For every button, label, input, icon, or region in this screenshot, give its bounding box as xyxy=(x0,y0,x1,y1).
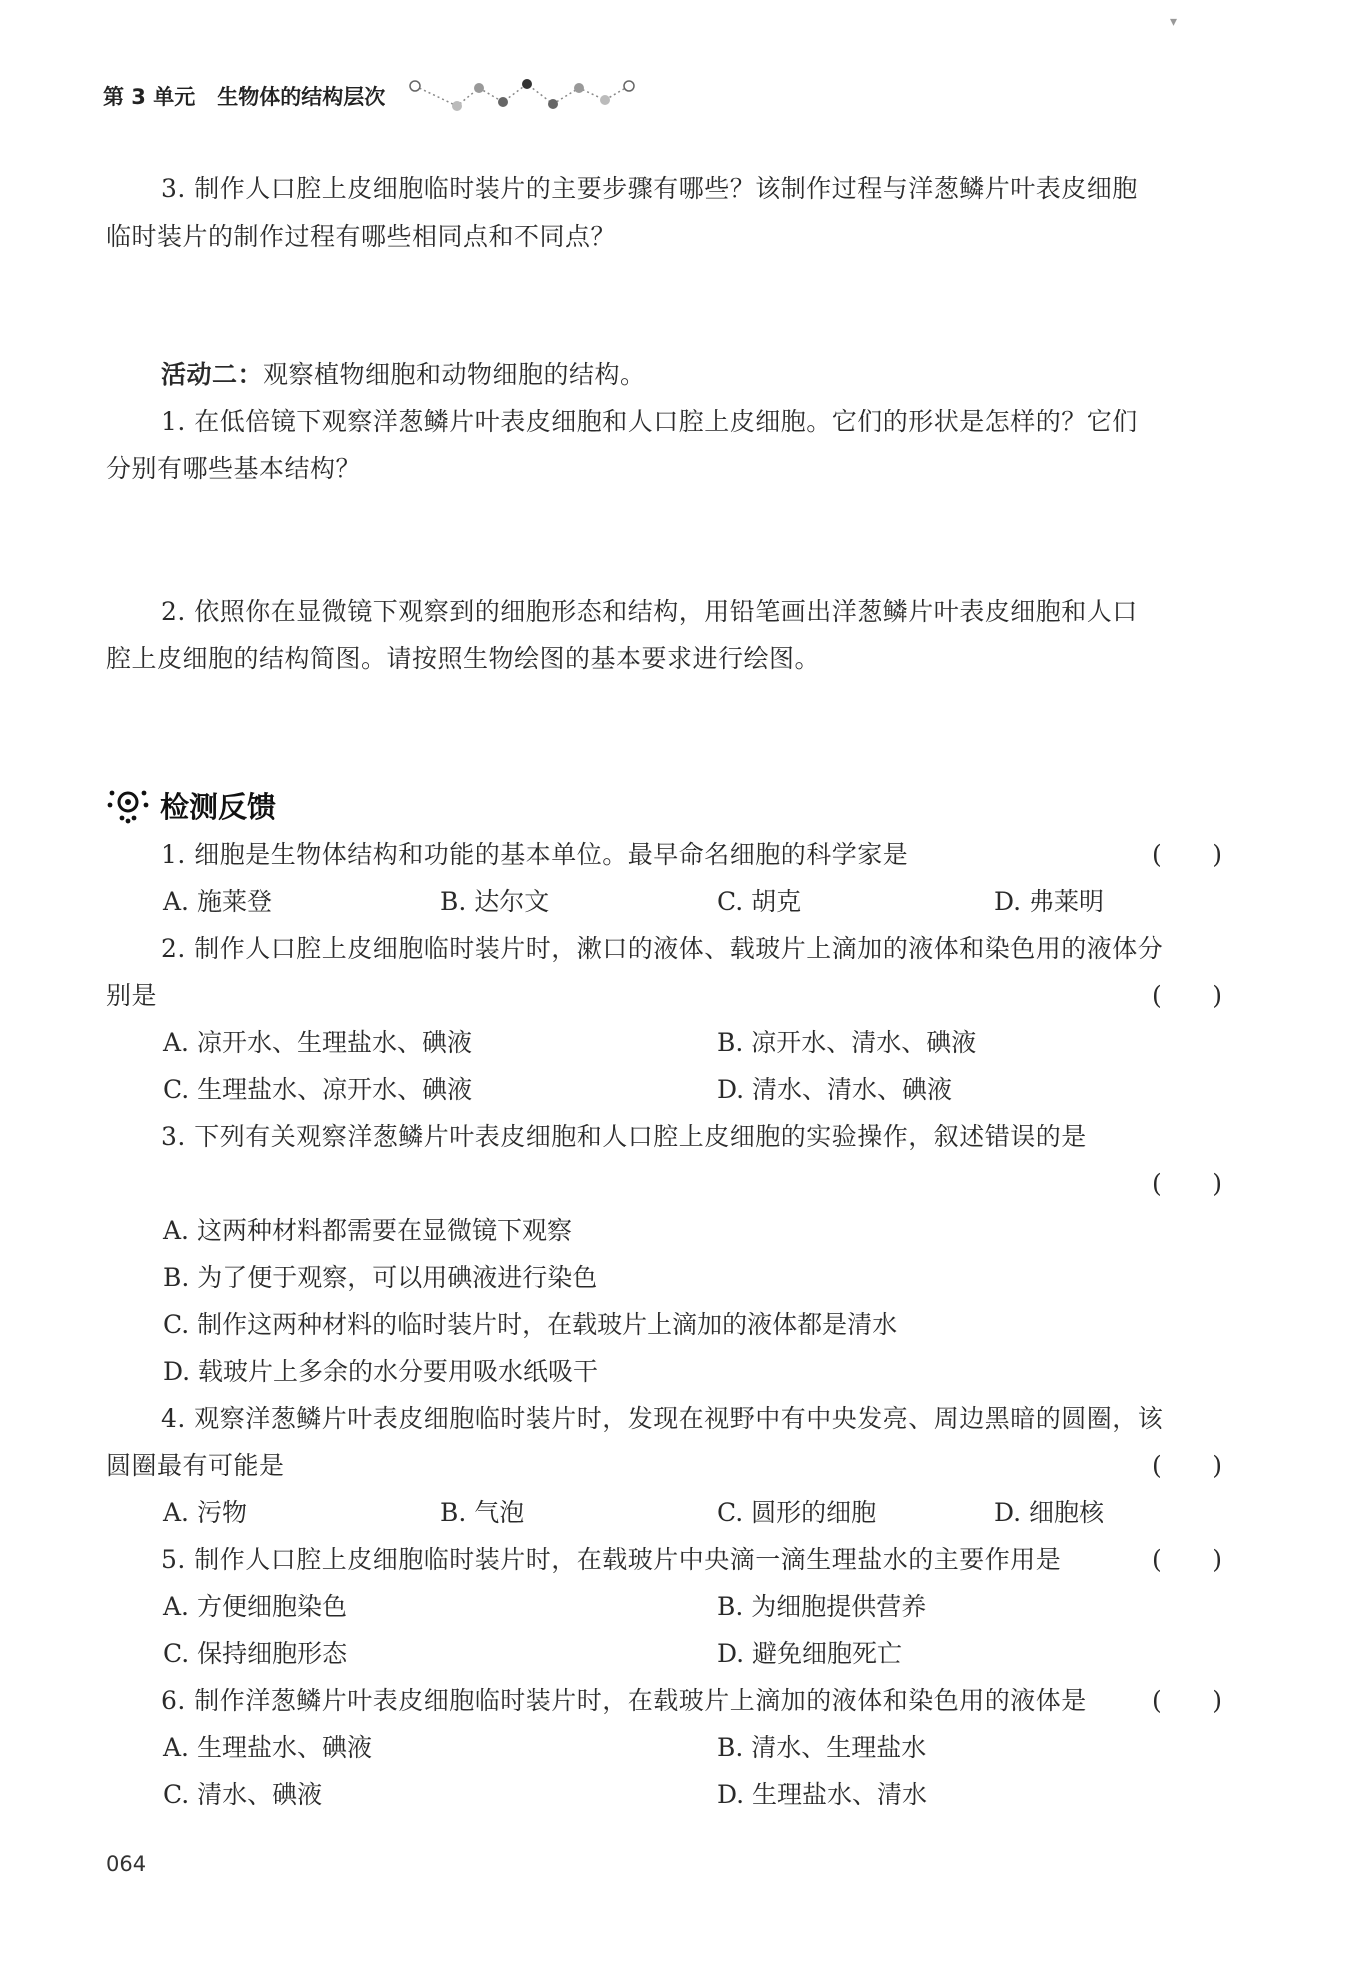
q5-option-b: B. 为细胞提供营养 xyxy=(717,1592,927,1621)
activity2-q1-line1: 1. 在低倍镜下观察洋葱鳞片叶表皮细胞和人口腔上皮细胞。它们的形状是怎样的？它们 xyxy=(161,407,1138,436)
q5-option-a: A. 方便细胞染色 xyxy=(163,1592,347,1621)
answer-blank-q6[interactable]: ( ) xyxy=(1152,1686,1222,1715)
unit-label: 第 3 单元 xyxy=(103,85,196,109)
q3-option-d: D. 载玻片上多余的水分要用吸水纸吸干 xyxy=(163,1357,599,1386)
unit-title: 生物体的结构层次 xyxy=(217,85,386,109)
activity2-heading xyxy=(161,358,1230,392)
quiz-q1-stem: 1. 细胞是生物体结构和功能的基本单位。最早命名细胞的科学家是 xyxy=(161,840,909,869)
activity1-q3-line1: 3. 制作人口腔上皮细胞临时装片的主要步骤有哪些？该制作过程与洋葱鳞片叶表皮细胞 xyxy=(161,174,1138,203)
activity1-q3-line2: 临时装片的制作过程有哪些相同点和不同点？ xyxy=(106,222,617,251)
page-header xyxy=(103,78,697,114)
section-title xyxy=(106,783,276,827)
q6-option-c: C. 清水、碘液 xyxy=(163,1780,323,1809)
quiz-q4-stem2: 圆圈最有可能是 xyxy=(106,1451,285,1480)
q2-option-b: B. 凉开水、清水、碘液 xyxy=(717,1028,977,1057)
q2-option-c: C. 生理盐水、凉开水、碘液 xyxy=(163,1075,473,1104)
q1-option-c: C. 胡克 xyxy=(717,887,802,916)
answer-blank-q5[interactable]: ( ) xyxy=(1152,1545,1222,1574)
quiz-q6-stem: 6. 制作洋葱鳞片叶表皮细胞临时装片时，在载玻片上滴加的液体和染色用的液体是 xyxy=(161,1686,1087,1715)
quiz-q3-stem: 3. 下列有关观察洋葱鳞片叶表皮细胞和人口腔上皮细胞的实验操作，叙述错误的是 xyxy=(161,1122,1087,1151)
answer-blank-q1[interactable]: ( ) xyxy=(1152,840,1222,869)
q4-option-b: B. 气泡 xyxy=(440,1498,525,1527)
activity2-lead: 活动二： xyxy=(161,360,264,389)
q6-option-a: A. 生理盐水、碘液 xyxy=(163,1733,372,1762)
q2-option-a: A. 凉开水、生理盐水、碘液 xyxy=(163,1028,472,1057)
answer-blank-q4[interactable]: ( ) xyxy=(1152,1451,1222,1480)
activity2-text: 观察植物细胞和动物细胞的结构。 xyxy=(263,360,646,389)
q3-option-a: A. 这两种材料都需要在显微镜下观察 xyxy=(163,1216,572,1245)
q5-option-c: C. 保持细胞形态 xyxy=(163,1639,348,1668)
quiz-q2-stem1: 2. 制作人口腔上皮细胞临时装片时，漱口的液体、载玻片上滴加的液体和染色用的液体分 xyxy=(161,934,1164,963)
q1-option-b: B. 达尔文 xyxy=(440,887,550,916)
corner-mark-icon: ▾ xyxy=(1170,14,1178,30)
activity2-q1-line2: 分别有哪些基本结构？ xyxy=(106,454,362,483)
page-number: 064 xyxy=(106,1852,147,1876)
q6-option-b: B. 清水、生理盐水 xyxy=(717,1733,927,1762)
quiz-q4-stem1: 4. 观察洋葱鳞片叶表皮细胞临时装片时，发现在视野中有中央发亮、周边黑暗的圆圈，该 xyxy=(161,1404,1164,1433)
q2-option-d: D. 清水、清水、碘液 xyxy=(717,1075,953,1104)
quiz-q2-stem2: 别是 xyxy=(106,981,158,1010)
q6-option-d: D. 生理盐水、清水 xyxy=(717,1780,928,1809)
q4-option-a: A. 污物 xyxy=(163,1498,247,1527)
dot-chain-decoration-icon xyxy=(407,78,697,114)
q3-option-c: C. 制作这两种材料的临时装片时，在载玻片上滴加的液体都是清水 xyxy=(163,1310,898,1339)
answer-blank-q3[interactable]: ( ) xyxy=(1152,1169,1222,1198)
q3-option-b: B. 为了便于观察，可以用碘液进行染色 xyxy=(163,1263,598,1292)
q4-option-d: D. 细胞核 xyxy=(994,1498,1105,1527)
q1-option-a: A. 施莱登 xyxy=(163,887,272,916)
quiz-q5-stem: 5. 制作人口腔上皮细胞临时装片时，在载玻片中央滴一滴生理盐水的主要作用是 xyxy=(161,1545,1062,1574)
activity2-q2-line1: 2. 依照你在显微镜下观察到的细胞形态和结构，用铅笔画出洋葱鳞片叶表皮细胞和人口 xyxy=(161,597,1138,626)
answer-blank-q2[interactable]: ( ) xyxy=(1152,981,1222,1010)
lightbulb-icon xyxy=(106,785,150,825)
q5-option-d: D. 避免细胞死亡 xyxy=(717,1639,903,1668)
q4-option-c: C. 圆形的细胞 xyxy=(717,1498,877,1527)
section-title-text: 检测反馈 xyxy=(160,789,277,824)
q1-option-d: D. 弗莱明 xyxy=(994,887,1105,916)
activity2-q2-line2: 腔上皮细胞的结构简图。请按照生物绘图的基本要求进行绘图。 xyxy=(106,644,821,673)
